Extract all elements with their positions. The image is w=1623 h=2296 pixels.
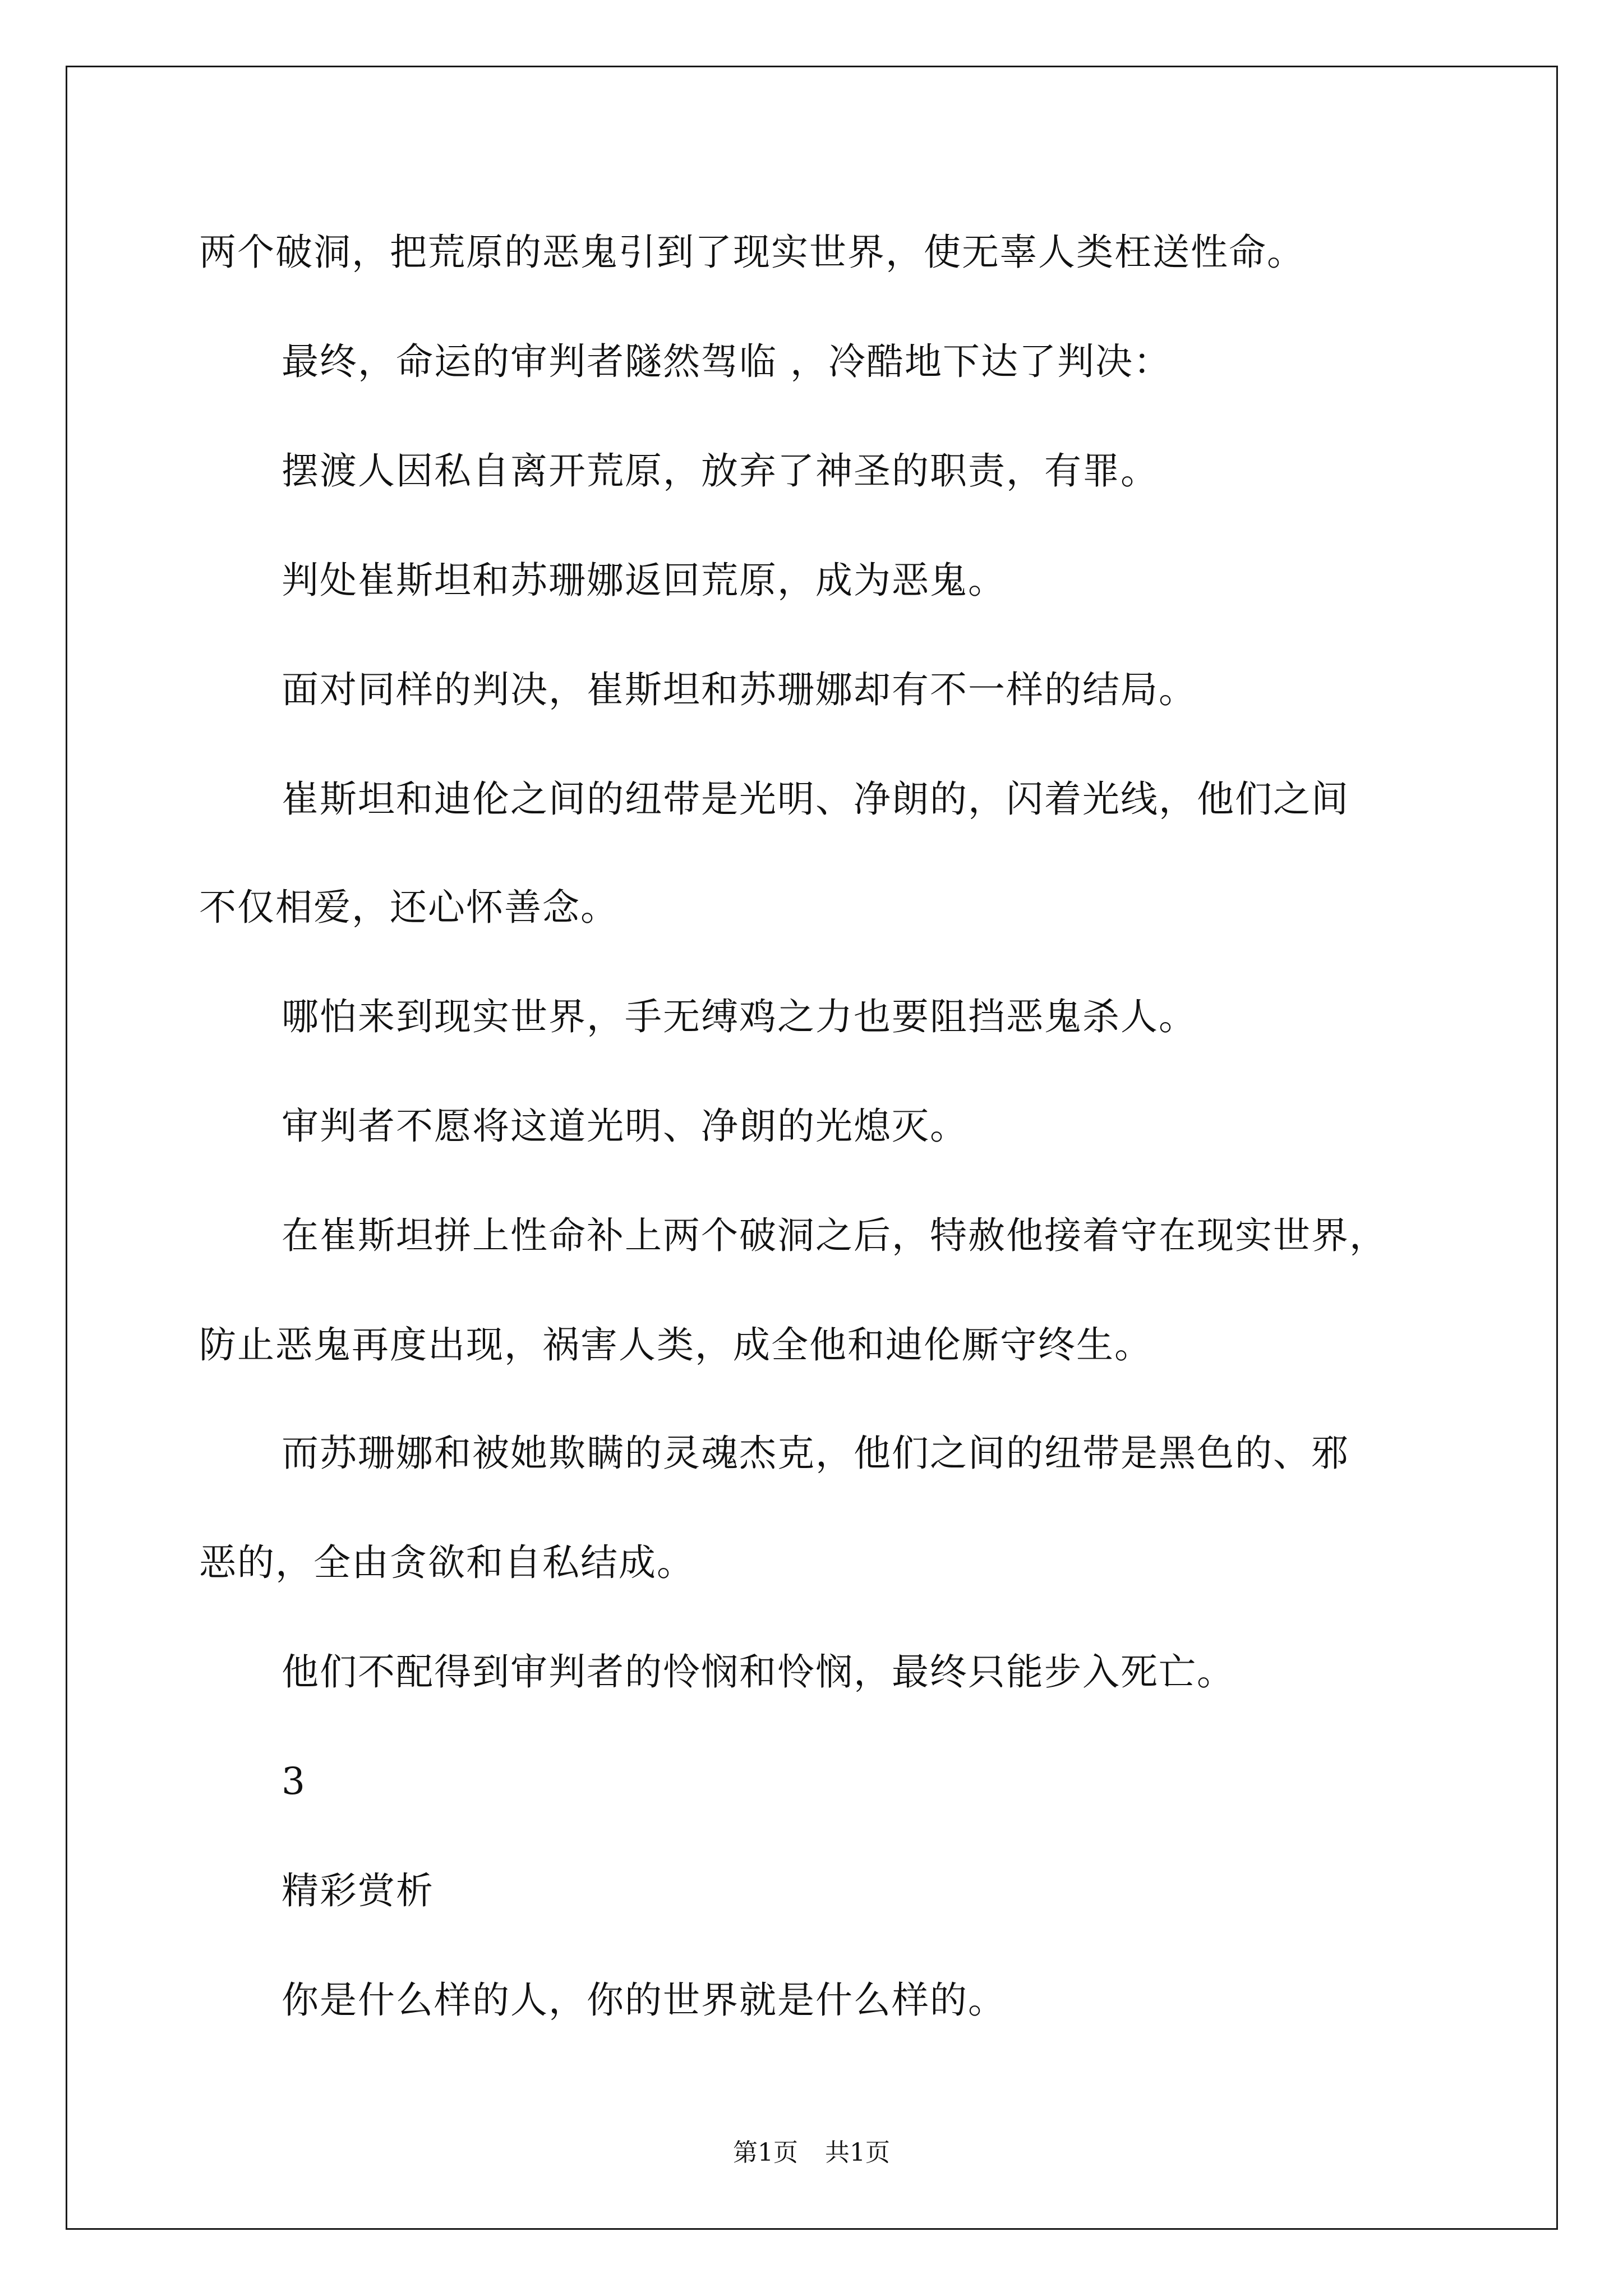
text-line: 摆渡人因私自离开荒原，放弃了神圣的职责，有罪。	[282, 449, 1159, 493]
text-line: 两个破洞，把荒原的恶鬼引到了现实世界，使无辜人类枉送性命。	[199, 231, 1305, 274]
text-line: 不仅相爱，还心怀善念。	[199, 886, 619, 929]
text-line: 他们不配得到审判者的怜悯和怜悯，最终只能步入死亡。	[282, 1650, 1235, 1694]
text-line: 面对同样的判决，崔斯坦和苏珊娜却有不一样的结局。	[282, 668, 1197, 711]
text-line: 防止恶鬼再度出现，祸害人类，成全他和迪伦厮守终生。	[199, 1323, 1152, 1366]
text-line: 最终，命运的审判者隧然驾临 ，冷酷地下达了判决：	[282, 340, 1172, 383]
page-footer	[0, 2136, 1623, 2170]
text-line: 哪怕来到现实世界，手无缚鸡之力也要阻挡恶鬼杀人。	[282, 995, 1197, 1038]
text-line: 恶的，全由贪欲和自私结成。	[199, 1541, 695, 1584]
text-line: 审判者不愿将这道光明、净朗的光熄灭。	[282, 1105, 968, 1148]
section-heading: 精彩赏析	[282, 1869, 434, 1912]
section-number: 3	[282, 1760, 306, 1803]
page-total: 共1页	[825, 2138, 890, 2167]
text-line: 崔斯坦和迪伦之间的纽带是光明、净朗的，闪着光线，他们之间	[282, 777, 1349, 821]
text-line: 而苏珊娜和被她欺瞒的灵魂杰克，他们之间的纽带是黑色的、邪	[282, 1432, 1349, 1475]
text-line: 你是什么样的人，你的世界就是什么样的。	[282, 1978, 1006, 2022]
text-line: 判处崔斯坦和苏珊娜返回荒原，成为恶鬼。	[282, 559, 1006, 602]
page-current: 第1页	[733, 2138, 798, 2167]
text-line: 在崔斯坦拼上性命补上两个破洞之后，特赦他接着守在现实世界，	[282, 1214, 1387, 1257]
